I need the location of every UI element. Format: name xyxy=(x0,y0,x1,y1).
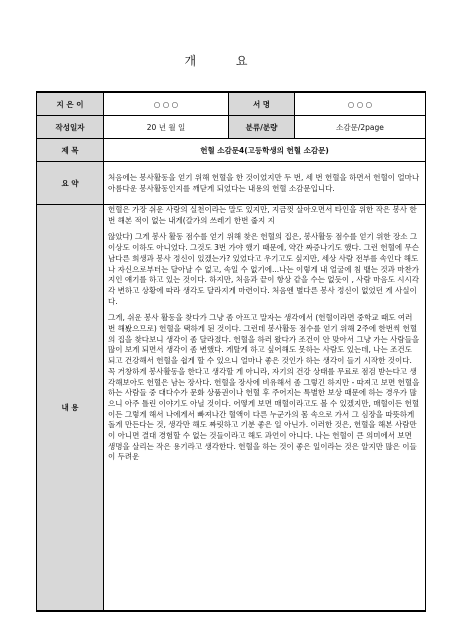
date-label: 작성일자 xyxy=(37,116,104,139)
category-label: 분류/분량 xyxy=(229,116,295,139)
category-value: 소감문/2page xyxy=(295,116,426,139)
summary-value: 처음에는 봉사활동을 얻기 위해 헌혈을 한 것이었지만 두 번, 세 번 헌혈을 하면서 헌혈이 얼마나 아름다운 봉사활동인지를 깨닫게 되었다는 내용의 헌혈 소감문입니다. xyxy=(104,162,426,205)
subject-value: 헌혈 소감문4(고등학생의 헌혈 소감문) xyxy=(104,139,426,162)
form-row-author xyxy=(37,92,426,116)
form-row-subject xyxy=(37,139,426,162)
content-paragraph: 헌혈은 가장 쉬운 사랑의 실천이라는 말도 있지만, 지금껏 살아오면서 타인을 위한 작은 봉사 한번 해본 적이 없는 내게(갈가의 쓰레기 한번 줍지 지 xyxy=(108,205,417,225)
date-value: 20 년 월 일 xyxy=(104,116,229,139)
form-row-date xyxy=(37,116,426,139)
summary-label: 요 약 xyxy=(37,162,104,205)
form-row-content xyxy=(37,205,426,612)
content-label: 내 용 xyxy=(37,205,104,612)
document-title: 개 요 xyxy=(184,54,266,68)
author-value: ○ ○ ○ xyxy=(104,92,229,116)
name-value: ○ ○ ○ xyxy=(295,92,426,116)
name-label: 서 명 xyxy=(229,92,295,116)
content-paragraph: 그게, 쉬운 봉사 활동을 찾다가 그냥 좀 아프고 말자는 생각에서 (헌혈이라면 중학교 때도 여러 번 해봤으므로) 헌혈을 택하게 된 것이다. 그런데 봉사활동 점수를 얻기 위해 2주에 한번씩 헌혈의 집을 찾다보니 생각이 좀 달라졌다. 헌혈을 하러 왔다가 조건이 안 맞아서 그냥 가는 사람들을 많이 보게 되면서 생각이 좀 변했다. 게탈게 하고 싶어해도 못하는 사람도 있는데, 나는 조건도 되고 건강해서 헌혈을 쉽게 할 수 있으니 얼마나 좋은 것인가 하는 생각이 들기 시작한 것이다. 꼭 거창하게 봉사활동을 한다고 생각할 게 아니라, 자기의 건강 상태를 무료로 점검 받는다고 생각해보아도 헌혈은 남는 장사다. 헌혈을 장사에 비유해서 좀 그렇긴 하지만 - 따져고 보면 헌혈을 하는 사람들 중 대다수가 문화 상품권이나 헌혈 후 주어지는 특별한 보상 때문에 하는 경우가 많으니 아주 틀린 이야기도 아닐 것이다. 어떻게 보면 매혈이라고도 볼 수 있겠지만, 매혈이든 헌혈이든 그렇게 해서 나에게서 빠져나간 혈액이 다른 누군가의 몸 속으로 가서 그 심장을 따뜻하게 돌게 만든다는 것, 생각만 해도 짜릿하고 기분 좋은 일 아닌가. 이러한 것은, 헌혈을 해본 사람만이 아니면 결대 경험할 수 없는 것들이라고 해도 과언이 아니다. 나는 헌혈이 큰 의미에서 보면 생명을 살리는 작은 용기라고 생각한다. 헌혈을 하는 것이 좋은 일이라는 것은 알지만 많은 이들이 두려운 xyxy=(108,313,422,462)
report-form xyxy=(36,91,426,612)
author-label: 지 은 이 xyxy=(37,92,104,116)
content-body xyxy=(104,205,426,612)
subject-label: 제 목 xyxy=(37,139,104,162)
content-paragraph: 않았다) 그게 봉사 활동 점수를 얻기 위해 찾은 헌혈의 집은, 봉사활동 점수를 얻기 위한 장소 그 이상도 이하도 아니었다. 그것도 3번 가야 했기 때문에, 약간 짜증나기도 했다. 그런 헌혈에 무슨 남다른 희생과 봉사 정신이 있겠는가? 있었다고 우기고도 싶지만, 세상 사람 전부를 속인다 해도 나 자신으로부터는 달아날 수 없고, 속일 수 없기에...나는 이렇게 내 얼굴에 침 뱉는 것과 마찬가지인 얘기를 하고 있는 것이다. 하지만, 처음과 끝이 항상 같을 수는 없듯이 , 사람 마음도 시시각각 변하고 상황에 따라 생각도 달라지게 마련이다. 처음엔 별다른 봉사 정신이 없었던 게 사실이다. xyxy=(108,232,422,306)
form-row-summary xyxy=(37,162,426,205)
